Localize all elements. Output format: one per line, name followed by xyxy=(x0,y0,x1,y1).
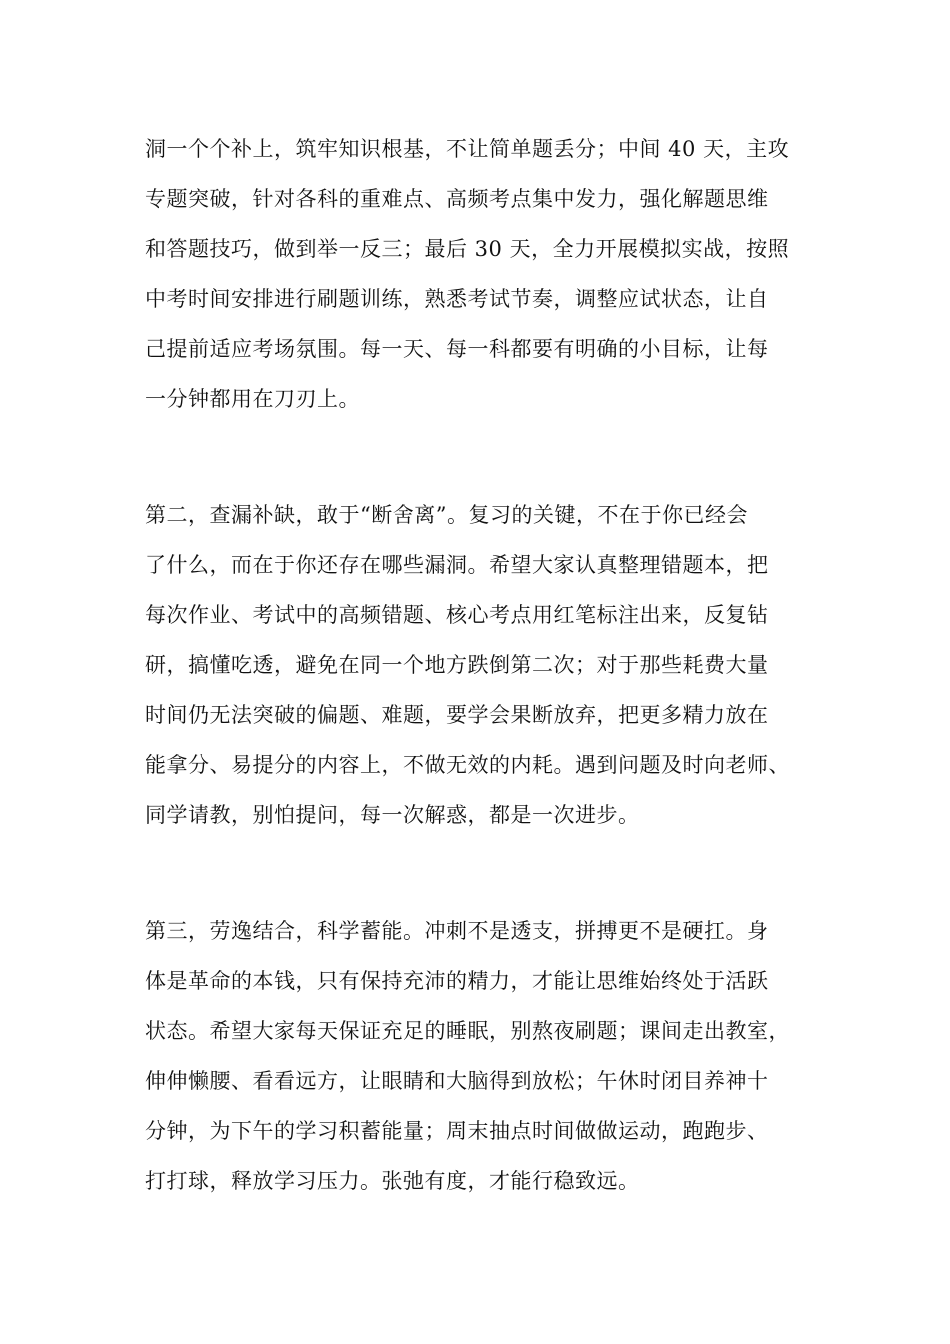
paragraph-2 xyxy=(145,490,805,840)
text-line: 能拿分、易提分的内容上，不做无效的内耗。遇到问题及时向老师、 xyxy=(145,753,790,777)
text-line: 洞一个个补上，筑牢知识根基，不让简单题丢分；中间 40 天，主攻 xyxy=(145,137,790,161)
text-line: 体是革命的本钱，只有保持充沛的精力，才能让思维始终处于活跃 xyxy=(145,969,769,993)
text-line: 一分钟都用在刀刃上。 xyxy=(145,387,360,411)
text-line: 同学请教，别怕提问，每一次解惑，都是一次进步。 xyxy=(145,803,640,827)
text-line: 时间仍无法突破的偏题、难题，要学会果断放弃，把更多精力放在 xyxy=(145,703,769,727)
paragraph-1 xyxy=(145,124,805,424)
text-line: 打打球，释放学习压力。张弛有度，才能行稳致远。 xyxy=(145,1169,640,1193)
text-line: 第三，劳逸结合，科学蓄能。冲刺不是透支，拼搏更不是硬扛。身 xyxy=(145,919,769,943)
text-line: 了什么，而在于你还存在哪些漏洞。希望大家认真整理错题本，把 xyxy=(145,553,769,577)
document-body xyxy=(145,124,805,1206)
text-line: 专题突破，针对各科的重难点、高频考点集中发力，强化解题思维 xyxy=(145,187,769,211)
text-line: 每次作业、考试中的高频错题、核心考点用红笔标注出来，反复钻 xyxy=(145,603,769,627)
text-line: 第二，查漏补缺，敢于“断舍离”。复习的关键，不在于你已经会 xyxy=(145,503,748,527)
text-line: 和答题技巧，做到举一反三；最后 30 天，全力开展模拟实战，按照 xyxy=(145,237,790,261)
paragraph-3 xyxy=(145,906,805,1206)
text-line: 状态。希望大家每天保证充足的睡眠，别熬夜刷题；课间走出教室， xyxy=(145,1019,790,1043)
text-line: 伸伸懒腰、看看远方，让眼睛和大脑得到放松；午休时闭目养神十 xyxy=(145,1069,769,1093)
text-line: 研，搞懂吃透，避免在同一个地方跌倒第二次；对于那些耗费大量 xyxy=(145,653,769,677)
text-line: 分钟，为下午的学习积蓄能量；周末抽点时间做做运动，跑跑步、 xyxy=(145,1119,769,1143)
text-line: 己提前适应考场氛围。每一天、每一科都要有明确的小目标，让每 xyxy=(145,337,769,361)
paragraph-spacer xyxy=(145,424,805,490)
text-line: 中考时间安排进行刷题训练，熟悉考试节奏，调整应试状态，让自 xyxy=(145,287,769,311)
paragraph-spacer xyxy=(145,840,805,906)
